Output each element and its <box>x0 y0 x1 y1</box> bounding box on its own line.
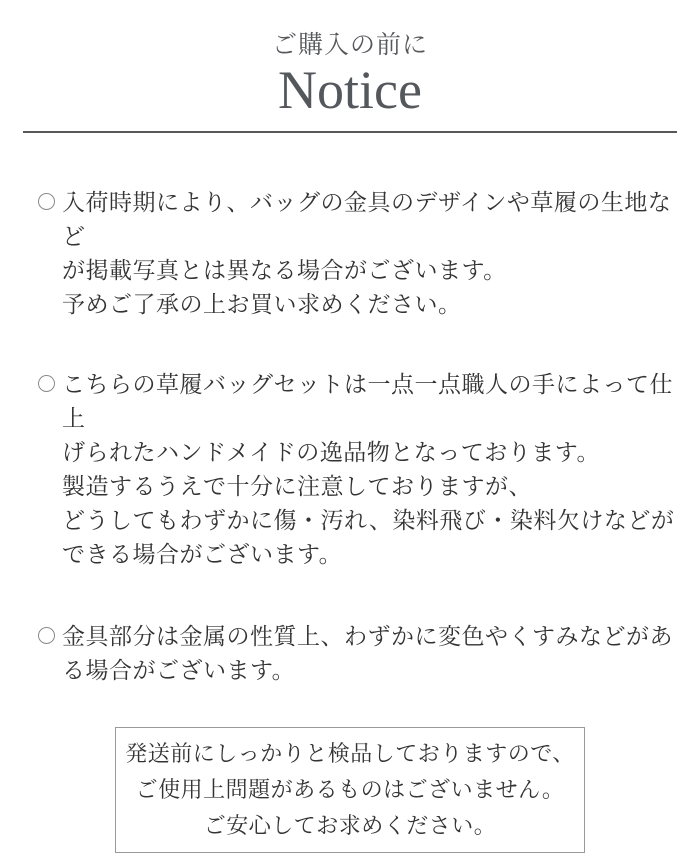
notice-text <box>62 185 678 321</box>
box-line: ご使用上問題があるものはございません。 <box>135 777 565 802</box>
circle-bullet-icon <box>38 627 55 644</box>
notice-list <box>0 185 700 687</box>
circle-bullet-icon <box>38 375 55 392</box>
notice-line: る場合がございます。 <box>62 657 296 683</box>
notice-line: げられたハンドメイドの逸品物となっております。 <box>62 439 600 465</box>
notice-item-stock-variation <box>38 185 678 321</box>
eyebrow-text: ご購入の前に <box>271 32 428 59</box>
notice-item-metal-parts <box>38 619 678 687</box>
circle-bullet-icon <box>38 193 55 210</box>
box-line: ご安心してお求めください。 <box>203 813 497 838</box>
header-divider <box>23 131 677 133</box>
notice-line: 予めご了承の上お買い求めください。 <box>62 291 462 317</box>
notice-text <box>62 367 678 571</box>
notice-line: 製造するうえで十分に注意しておりますが、 <box>62 473 532 499</box>
box-line: 発送前にしっかりと検品しておりますので、 <box>125 741 575 766</box>
notice-text <box>62 619 673 687</box>
inspection-assurance-box <box>115 727 585 853</box>
notice-line: できる場合がございます。 <box>62 541 343 567</box>
notice-line: 入荷時期により、バッグの金具のデザインや草履の生地など <box>62 189 672 249</box>
notice-header <box>0 0 700 118</box>
notice-line: 金具部分は金属の性質上、わずかに変色やくすみなどがあ <box>62 623 673 649</box>
page-title: Notice <box>278 60 422 120</box>
notice-line: が掲載写真とは異なる場合がございます。 <box>62 257 507 283</box>
notice-item-handmade <box>38 367 678 571</box>
notice-line: こちらの草履バッグセットは一点一点職人の手によって仕上 <box>62 371 673 431</box>
notice-line: どうしてもわずかに傷・汚れ、染料飛び・染料欠けなどが <box>62 507 675 533</box>
